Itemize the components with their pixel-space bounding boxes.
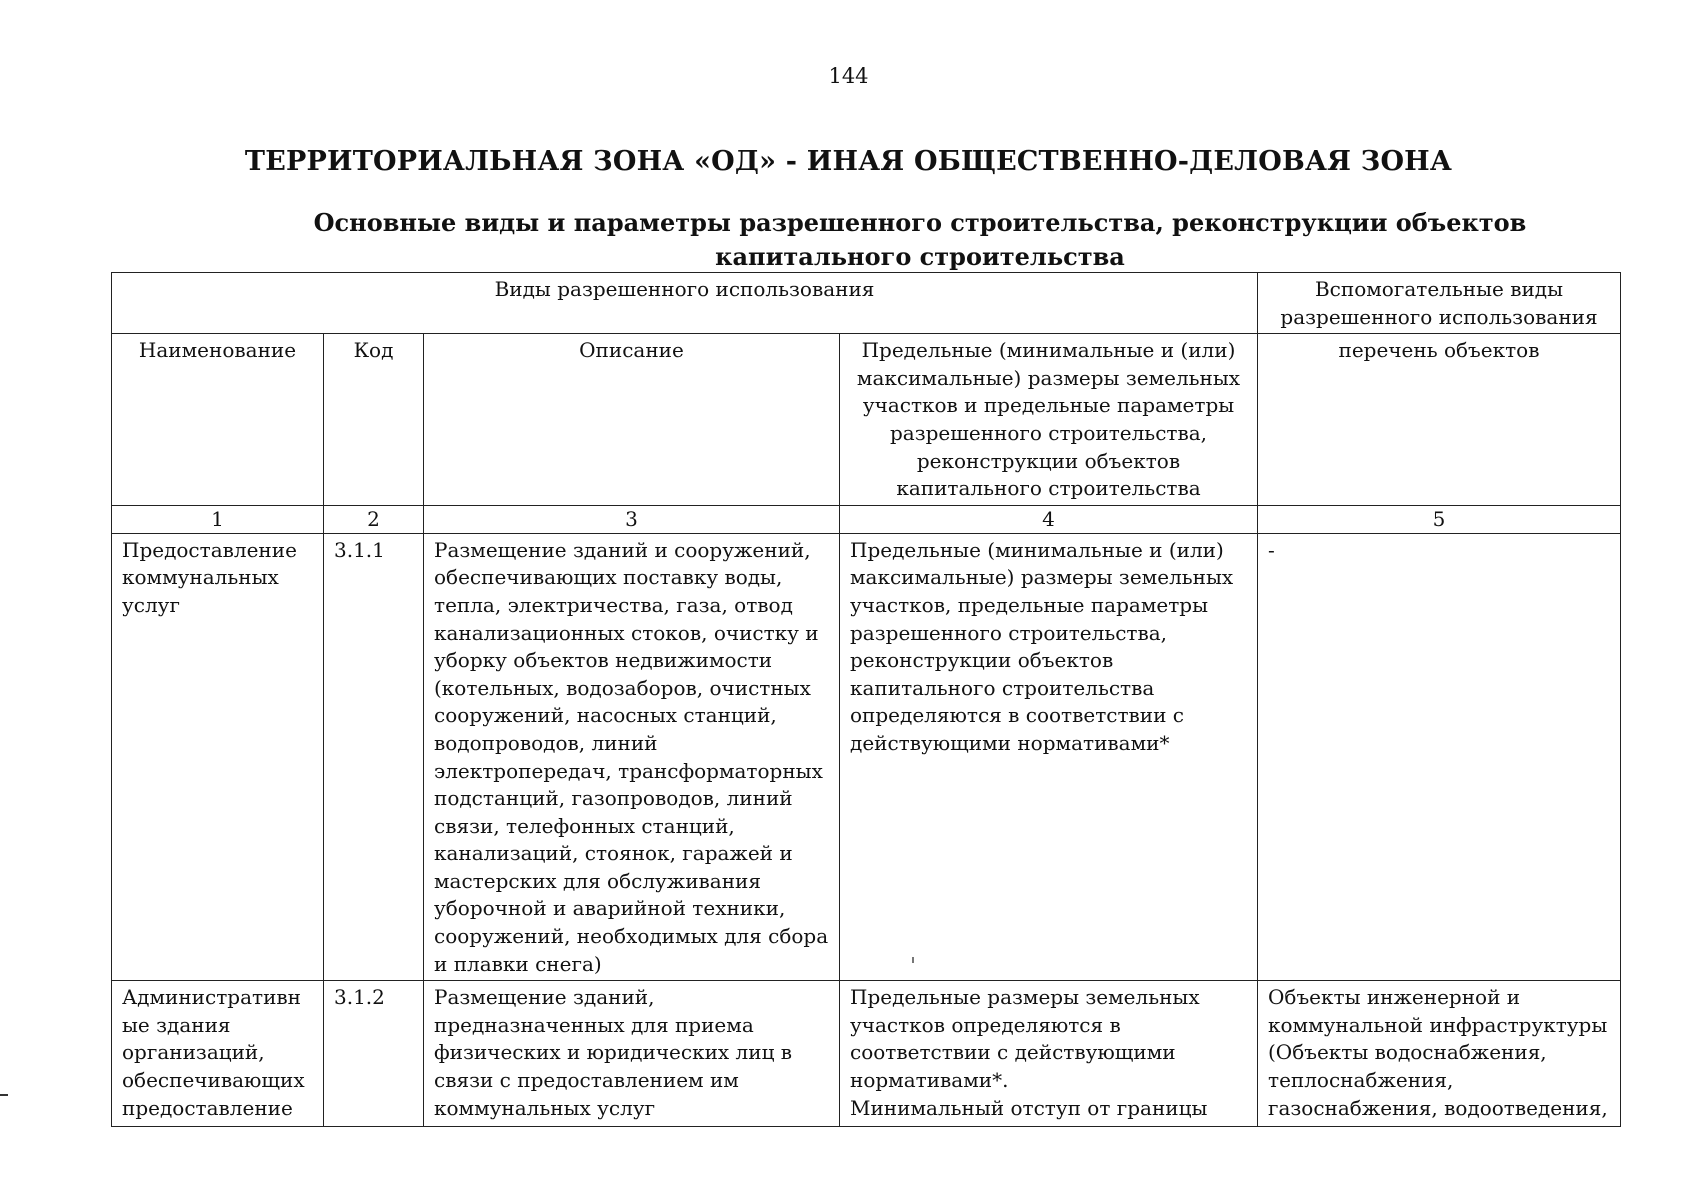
group-header-aux: Вспомогательные виды разрешенного использования bbox=[1258, 273, 1621, 334]
column-number: 5 bbox=[1258, 505, 1621, 533]
header-code: Код bbox=[324, 334, 424, 506]
table-row bbox=[112, 533, 1621, 981]
row-params: Предельные размеры земельных участков определяются в соответствии с действующими нормативами*. Минимальный отступ от границы bbox=[840, 981, 1258, 1127]
row-name: Предоставление коммунальных услуг bbox=[112, 533, 324, 981]
land-use-table bbox=[111, 272, 1621, 1127]
scan-speck bbox=[912, 957, 914, 963]
row-code: 3.1.1 bbox=[324, 533, 424, 981]
zone-title: ТЕРРИТОРИАЛЬНАЯ ЗОНА «ОД» - ИНАЯ ОБЩЕСТВЕННО-ДЕЛОВАЯ ЗОНА bbox=[244, 146, 1453, 177]
row-description: Размещение зданий и сооружений, обеспечивающих поставку воды, тепла, электричества, газа, отвод канализационных стоков, очистку и уборку объектов недвижимости (котельных, водозаборов, очистных сооружений, насосных станций, водопроводов, линий электропередач, трансформаторных подстанций, газопроводов, линий связи, телефонных станций, канализаций, стоянок, гаражей и мастерских для обслуживания уборочной и аварийной техники, сооружений, необходимых для сбора и плавки снега) bbox=[424, 533, 840, 981]
page-number: 144 bbox=[828, 64, 869, 88]
scan-edge-mark bbox=[0, 1094, 8, 1096]
column-number: 4 bbox=[840, 505, 1258, 533]
row-params: Предельные (минимальные и (или) максимальные) размеры земельных участков, предельные параметры разрешенного строительства, реконструкции объектов капитального строительства определяются в соответствии с действующими нормативами* bbox=[840, 533, 1258, 981]
header-row bbox=[112, 334, 1621, 506]
header-description: Описание bbox=[424, 334, 840, 506]
row-code: 3.1.2 bbox=[324, 981, 424, 1127]
row-name: Административн ые здания организаций, обеспечивающих предоставление bbox=[112, 981, 324, 1127]
section-subtitle: Основные виды и параметры разрешенного строительства, реконструкции объектов капитального строительства bbox=[313, 208, 1527, 271]
group-header-main: Виды разрешенного использования bbox=[112, 273, 1258, 334]
header-name: Наименование bbox=[112, 334, 324, 506]
table-row bbox=[112, 981, 1621, 1127]
row-description: Размещение зданий, предназначенных для приема физических и юридических лиц в связи с предоставлением им коммунальных услуг bbox=[424, 981, 840, 1127]
header-aux-list: перечень объектов bbox=[1258, 334, 1621, 506]
column-number: 1 bbox=[112, 505, 324, 533]
column-number-row bbox=[112, 505, 1621, 533]
row-aux: Объекты инженерной и коммунальной инфраструктуры (Объекты водоснабжения, теплоснабжения, газоснабжения, водоотведения, bbox=[1258, 981, 1621, 1127]
group-header-row bbox=[112, 273, 1621, 334]
row-aux: - bbox=[1258, 533, 1621, 981]
column-number: 2 bbox=[324, 505, 424, 533]
column-number: 3 bbox=[424, 505, 840, 533]
header-params: Предельные (минимальные и (или) максимальные) размеры земельных участков и предельные параметры разрешенного строительства, реконструкции объектов капитального строительства bbox=[840, 334, 1258, 506]
